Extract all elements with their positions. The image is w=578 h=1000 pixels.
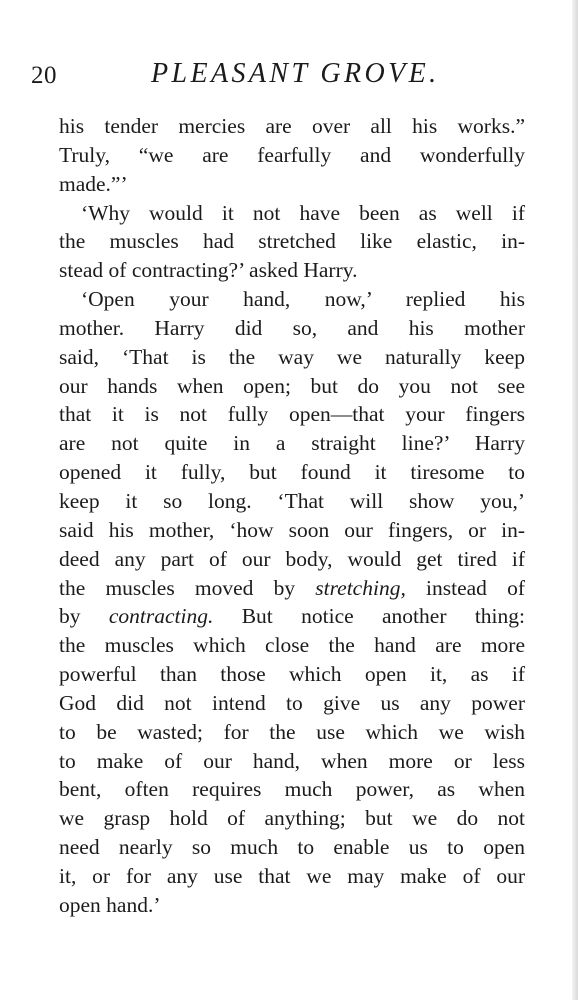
text-line: powerful than those which open it, as if: [59, 662, 525, 687]
page-edge-shadow: [572, 0, 578, 1000]
text-line-with-italic: [59, 574, 525, 603]
running-title: PLEASANT GROVE.: [151, 58, 440, 89]
text-line: it, or for any use that we may make of our: [59, 863, 525, 888]
text-line-with-italic: [59, 602, 525, 631]
paragraph-start-line: ‘Why would it not have been as well if: [81, 200, 525, 225]
text-line: to make of our hand, when more or less: [59, 748, 525, 773]
text-line: we grasp hold of anything; but we do not: [59, 806, 525, 831]
text-line: said, ‘That is the way we naturally keep: [59, 344, 525, 369]
text-line: God did not intend to give us any power: [59, 690, 525, 715]
italic-word: stretching,: [315, 575, 406, 600]
text-line: deed any part of our body, would get tired if: [59, 546, 525, 571]
text-line: open hand.’: [59, 892, 161, 917]
text-line: are not quite in a straight line?’ Harry: [59, 431, 525, 456]
text-line: said his mother, ‘how soon our fingers, or in-: [59, 517, 525, 542]
text-line: made.”’: [59, 171, 128, 196]
text-segment: But notice another thing:: [213, 604, 525, 629]
text-line: keep it so long. ‘That will show you,’: [59, 488, 525, 513]
text-line: stead of contracting?’ asked Harry.: [59, 258, 358, 283]
text-line: to be wasted; for the use which we wish: [59, 719, 525, 744]
text-segment: instead of: [405, 575, 525, 600]
page-number: 20: [31, 62, 57, 89]
text-line: opened it fully, but found it tiresome to: [59, 460, 525, 485]
text-line: his tender mercies are over all his works.”: [59, 114, 525, 138]
text-segment: the muscles moved by: [59, 575, 316, 600]
italic-word: contracting.: [108, 604, 214, 629]
text-line: our hands when open; but do you not see: [59, 373, 525, 398]
text-line: need nearly so much to enable us to open: [59, 835, 525, 860]
text-line: that it is not fully open—that your fingers: [59, 402, 525, 427]
running-header: [31, 58, 531, 94]
text-line: Truly, “we are fearfully and wonderfully: [59, 142, 525, 167]
text-segment: by: [59, 604, 109, 629]
body-text: [59, 112, 525, 920]
paragraph-start-line: ‘Open your hand, now,’ replied his: [81, 287, 525, 312]
text-line: the muscles had stretched like elastic, in-: [59, 229, 525, 254]
text-line: bent, often requires much power, as when: [59, 777, 525, 802]
text-line: mother. Harry did so, and his mother: [59, 315, 525, 340]
text-line: the muscles which close the hand are more: [59, 633, 525, 658]
